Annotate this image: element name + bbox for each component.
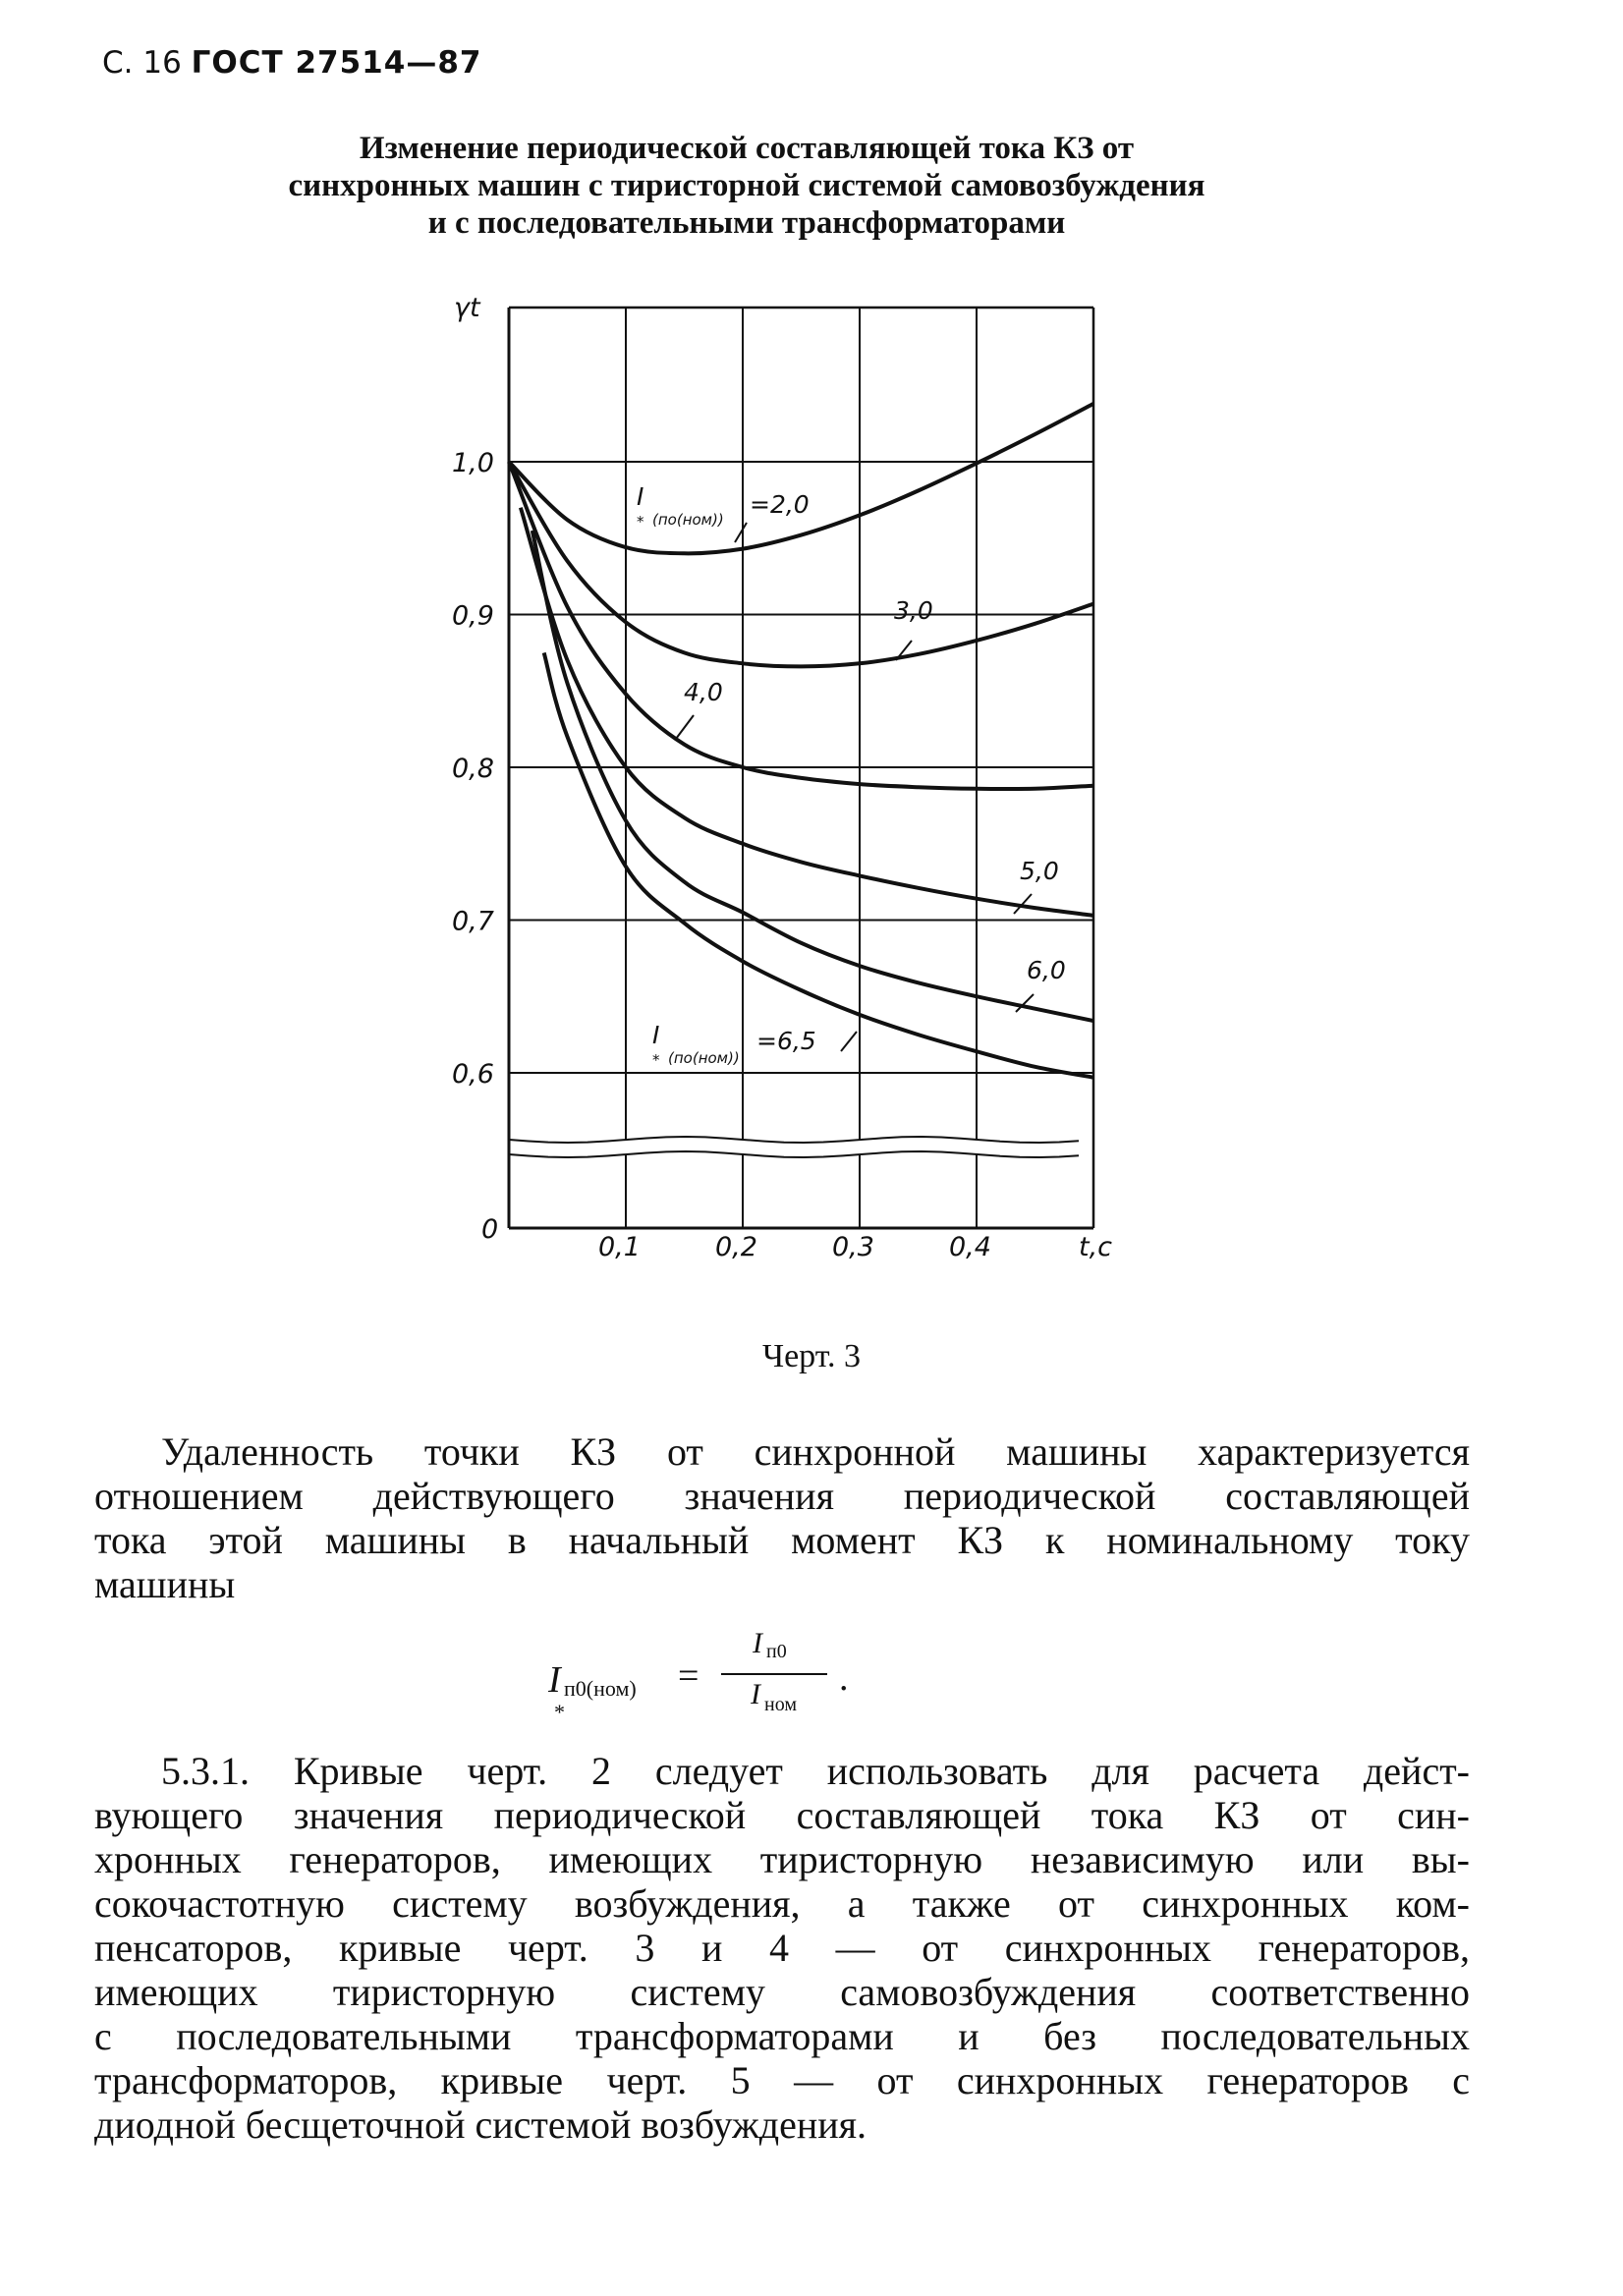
formula-equals: = — [678, 1655, 700, 1697]
formula-end: . — [839, 1657, 849, 1699]
page-number: С. 16 — [102, 45, 182, 81]
title-line: и с последовательными трансформаторами — [427, 205, 1066, 241]
formula-lhs-subscript: п0(ном) — [564, 1676, 637, 1701]
curve-label-6.5: =6,5 — [756, 1027, 816, 1055]
formula-lhs-symbol: I — [548, 1659, 561, 1701]
y-tick-label: 0,8 — [452, 754, 494, 784]
curve-6.0 — [532, 531, 1093, 1021]
curve-2.0 — [509, 404, 1093, 553]
text-line: тока этой машины в начальный момент КЗ к номинальному току — [94, 1518, 1470, 1562]
leader-line — [735, 523, 747, 542]
formula — [548, 1627, 1000, 1729]
formula-numerator-subscript: п0 — [766, 1641, 787, 1662]
param-star: * — [652, 1051, 660, 1069]
text-line: диодной бесщеточной системой возбуждения. — [94, 2102, 867, 2147]
paragraph-intro — [94, 1429, 1470, 1606]
y-tick-label: 1,0 — [452, 448, 494, 478]
curve-5.0 — [521, 508, 1093, 916]
leader-line — [841, 1032, 857, 1051]
fraction-bar — [721, 1673, 827, 1675]
formula-denominator-subscript: ном — [764, 1694, 797, 1715]
title-line: синхронных машин с тиристорной системой самовозбуждения — [288, 168, 1205, 203]
title-line: Изменение периодической составляющей тока КЗ от — [359, 131, 1135, 166]
axis-break — [509, 1137, 1091, 1157]
text-line: машины — [94, 1562, 236, 1606]
figure-caption: Черт. 3 — [761, 1338, 862, 1374]
text-line: с последовательными трансформаторами и без последовательных — [94, 2014, 1470, 2058]
chart-grid — [509, 308, 1093, 1228]
leader-line — [676, 715, 694, 739]
param-subscript: (по(ном)) — [668, 1049, 740, 1067]
curve-label-4.0: 4,0 — [684, 678, 723, 706]
curve-label-3.0: 3,0 — [894, 596, 933, 625]
x-tick-label: 0,4 — [949, 1232, 991, 1262]
formula-denominator-symbol: I — [751, 1678, 760, 1710]
x-axis-label: t,c — [1079, 1232, 1113, 1262]
text-line: отношением действующего значения периодической составляющей — [94, 1474, 1470, 1518]
y-tick-label: 0,7 — [452, 906, 494, 937]
formula-star: * — [554, 1700, 565, 1724]
curve-label-6.0: 6,0 — [1027, 956, 1066, 984]
x-tick-label: 0,2 — [715, 1232, 757, 1262]
text-line: 5.3.1. Кривые черт. 2 следует использовать для расчета дейст- — [161, 1749, 1470, 1793]
param-symbol: I — [652, 1021, 660, 1049]
curve-label-5.0: 5,0 — [1020, 857, 1059, 885]
text-line: хронных генераторов, имеющих тиристорную независимую или вы- — [94, 1837, 1470, 1881]
param-star: * — [637, 513, 644, 531]
text-line: трансформаторов, кривые черт. 5 — от синхронных генераторов с — [94, 2058, 1470, 2102]
text-line: Удаленность точки КЗ от синхронной машины характеризуется — [161, 1429, 1470, 1474]
y-tick-label: 0 — [481, 1214, 499, 1245]
tick-labels — [452, 293, 1112, 1262]
text-line: вующего значения периодической составляющей тока КЗ от син- — [94, 1793, 1470, 1837]
text-line: пенсаторов, кривые черт. 3 и 4 — от синхронных генераторов, — [94, 1926, 1470, 1970]
param-symbol: I — [637, 482, 644, 511]
text-line: сокочастотную систему возбуждения, а также от синхронных ком- — [94, 1881, 1470, 1926]
curve-label-2.0: =2,0 — [750, 490, 810, 519]
y-tick-label: 0,6 — [452, 1059, 494, 1090]
x-tick-label: 0,3 — [832, 1232, 874, 1262]
text-line: имеющих тиристорную систему самовозбуждения соответственно — [94, 1970, 1470, 2014]
x-tick-label: 0,1 — [598, 1232, 641, 1262]
y-tick-label: 0,9 — [452, 600, 494, 632]
curve-labels — [637, 482, 1066, 1069]
formula-numerator-symbol: I — [753, 1627, 762, 1659]
param-subscript: (по(ном)) — [652, 511, 724, 529]
paragraph-5-3-1 — [94, 1749, 1470, 2147]
y-axis-label: γt — [454, 293, 480, 323]
standard-id: ГОСТ 27514—87 — [191, 45, 482, 81]
